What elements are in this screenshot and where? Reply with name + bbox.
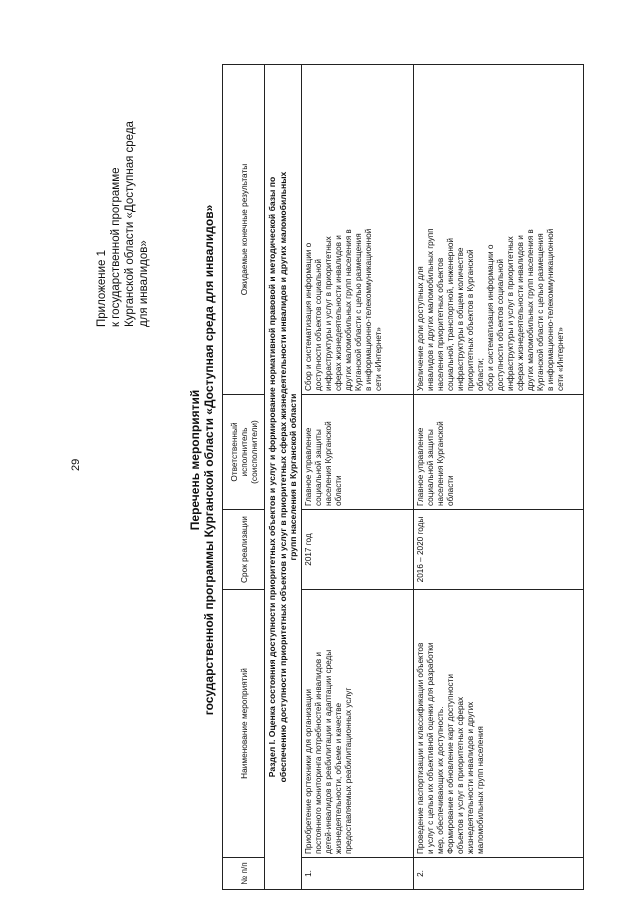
row-number: 1.	[301, 858, 413, 890]
results-line: инфраструктуры в общем количестве	[455, 247, 465, 391]
executor-line: социальной защиты	[313, 429, 323, 506]
section-line: групп населения в Курганской области	[288, 393, 298, 561]
results-line: Сбор и систематизация информации о	[303, 242, 313, 391]
appendix-line: Приложение 1	[96, 249, 108, 327]
section-line: обеспечению доступности приоритетных объектов и услуг в приоритетных сферах жизнедеятельности инвалидов и других маломобильных	[277, 171, 288, 783]
section-line: Раздел I. Оценка состояния доступности приоритетных объектов и услуг и формирование нормативной правовой и методической базы по	[267, 176, 277, 778]
results-line: сферах жизнедеятельности инвалидов и	[515, 235, 525, 391]
results-line: других маломобильных групп населения в	[343, 229, 353, 391]
executor-line: Главное управление	[415, 427, 425, 506]
results-line: социальной, транспортной, инженерной	[445, 238, 455, 391]
results-line: в информационно-телекоммуникационной	[545, 228, 555, 391]
header-period: Срок реализации	[223, 510, 265, 590]
measure-name-line: Проведение паспортизации и классификации объектов	[415, 642, 425, 854]
measure-executor	[413, 395, 583, 510]
table-row	[301, 65, 413, 890]
results-line: доступности объектов социальной	[313, 259, 323, 391]
results-line: приоритетных объектов в Курганской	[465, 249, 475, 391]
appendix-line: для инвалидов»	[138, 240, 150, 327]
table-row	[413, 65, 583, 890]
document-title	[188, 85, 216, 835]
measure-name-line: Формирование и обновление карт доступности	[445, 674, 455, 854]
title-line: Перечень мероприятий	[188, 389, 202, 531]
results-line: Курганской области с целью размещения	[353, 233, 363, 391]
results-line: сети «Интернет»	[555, 327, 565, 391]
results-line: доступности объектов социальной	[495, 259, 505, 391]
measure-results	[413, 65, 583, 395]
measure-name-line: жизнедеятельности инвалидов и других	[465, 701, 475, 854]
measure-name-line: постоянного мониторинга потребностей инвалидов и	[313, 651, 323, 854]
header-num: № п/п	[223, 858, 265, 890]
measure-name-line: маломобильных групп населения	[475, 726, 485, 854]
section-title	[265, 65, 302, 890]
row-number: 2.	[413, 858, 583, 890]
table-header-row	[223, 65, 265, 890]
results-line: Увеличение доли доступных для	[415, 266, 425, 391]
results-line: в информационно-телекоммуникационной	[363, 228, 373, 391]
measure-executor	[301, 395, 413, 510]
executor-line: Главное управление	[303, 427, 313, 506]
executor-line: области	[333, 475, 343, 506]
measure-name-line: объектов и услуг в приоритетных сферах	[455, 696, 465, 854]
results-line: Курганской области с целью размещения	[535, 233, 545, 391]
measure-name-line: мер, обеспечивающих их доступность.	[435, 706, 445, 854]
results-line: инвалидов и других маломобильных групп	[425, 228, 435, 391]
appendix-line: к государственной программе	[110, 167, 122, 327]
header-executor: Ответственный исполнитель (соисполнители)	[223, 395, 265, 510]
results-line: сбор и систематизация информации о	[485, 244, 495, 391]
executor-line: области	[445, 475, 455, 506]
results-line: инфраструктуры и услуг в приоритетных	[505, 236, 515, 391]
measure-period: 2016 – 2020 годы	[413, 510, 583, 590]
measure-name	[413, 590, 583, 858]
measure-results	[301, 65, 413, 395]
measure-name-line: Приобретение оргтехники для организации	[303, 689, 313, 854]
section-row	[265, 65, 302, 890]
measure-name-line: детей-инвалидов в реабилитации и адаптации среды	[323, 649, 333, 854]
header-results: Ожидаемые конечные результаты	[223, 65, 265, 395]
executor-line: населения Курганской	[323, 421, 333, 506]
results-line: других маломобильных групп населения в	[525, 229, 535, 391]
header-name: Наименование мероприятий	[223, 590, 265, 858]
appendix-line: Курганской области «Доступная среда	[124, 121, 136, 327]
title-line: государственной программы Курганской области «Доступная среда для инвалидов»	[202, 204, 216, 716]
executor-line: населения Курганской	[435, 421, 445, 506]
measure-period: 2017 год	[301, 510, 413, 590]
measure-name-line: предоставляемых реабилитационных услуг	[343, 687, 353, 854]
measure-name	[301, 590, 413, 858]
results-line: сети «Интернет»	[373, 327, 383, 391]
results-line: области;	[475, 358, 485, 391]
page-number: 29	[70, 458, 82, 471]
measures-table	[222, 64, 584, 890]
results-line: инфраструктуры и услуг в приоритетных	[323, 236, 333, 391]
measure-name-line: и услуг с целью их объективной оценки для разработки	[425, 642, 435, 854]
measure-name-line: жизнедеятельности, объеме и качестве	[333, 702, 343, 854]
results-line: населения приоритетных объектов	[435, 257, 445, 391]
results-line: сферах жизнедеятельности инвалидов и	[333, 235, 343, 391]
executor-line: социальной защиты	[425, 429, 435, 506]
appendix-note	[95, 27, 151, 327]
